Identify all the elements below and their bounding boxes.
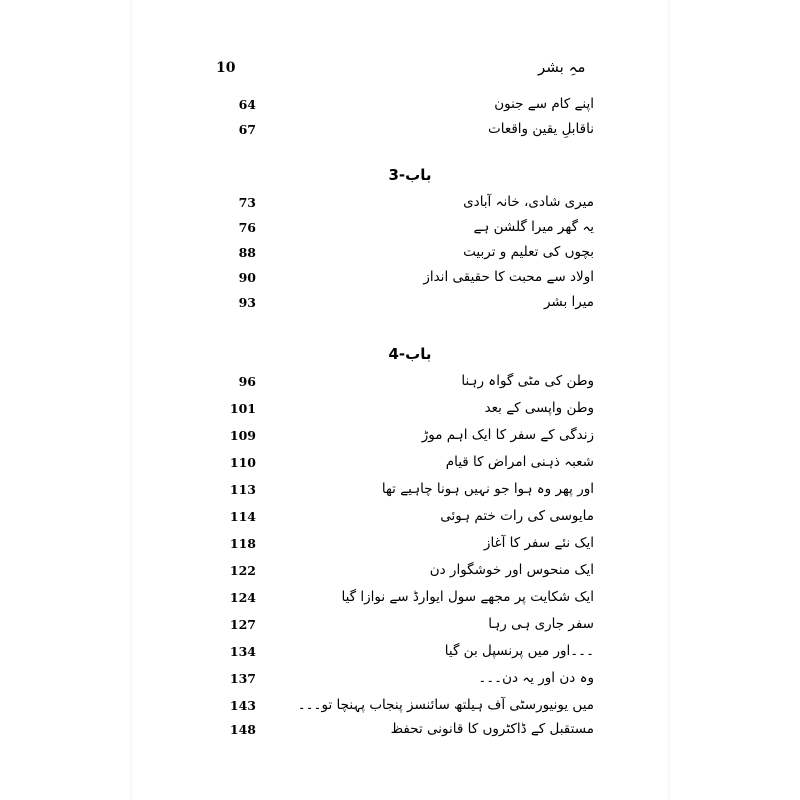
toc-entry-title: میری شادی، خانہ آبادی — [463, 194, 594, 210]
toc-entry — [210, 424, 594, 446]
toc-entry-page: 76 — [238, 219, 256, 235]
toc-entry-page: 114 — [229, 508, 256, 524]
toc-entry-title: ایک نئے سفر کا آغاز — [483, 535, 594, 551]
toc-entry — [210, 266, 594, 288]
toc-entry-title: ایک شکایت پر مجھے سول ایوارڈ سے نوازا گیا — [341, 589, 594, 605]
toc-entry-page: 134 — [229, 643, 256, 659]
toc-entry — [210, 532, 594, 554]
toc-entry-title: مایوسی کی رات ختم ہوئی — [440, 508, 594, 524]
toc-entry — [210, 216, 594, 238]
toc-entry — [210, 640, 594, 662]
toc-entry-page: 118 — [229, 535, 256, 551]
toc-entry-title: زندگی کے سفر کا ایک اہم موڑ — [421, 427, 594, 443]
toc-entry-page: 90 — [238, 269, 256, 285]
toc-entry-page: 122 — [229, 562, 256, 578]
toc-entry — [210, 93, 594, 115]
toc-entry — [210, 694, 594, 716]
toc-entry-page: 73 — [238, 194, 256, 210]
toc-entry-page: 124 — [229, 589, 256, 605]
toc-entry-page: 101 — [229, 400, 256, 416]
toc-entry — [210, 667, 594, 689]
toc-entry-page: 64 — [238, 96, 256, 112]
toc-entry-title: سفر جاری ہی رہا — [488, 616, 594, 632]
toc-entry-title: اپنے کام سے جنون — [494, 96, 594, 112]
toc-entry-page: 88 — [238, 244, 256, 260]
chapter-4-heading: باب-4 — [388, 345, 432, 363]
toc-entry-page: 67 — [238, 121, 256, 137]
toc-entry — [210, 397, 594, 419]
toc-entry-title: وطن واپسی کے بعد — [484, 400, 594, 416]
toc-entry — [210, 718, 594, 740]
toc-entry — [210, 241, 594, 263]
toc-entry-title: شعبہ ذہنی امراض کا قیام — [445, 454, 594, 470]
page-number: 10 — [216, 60, 236, 76]
toc-entry-title: یہ گھر میرا گلشن ہے — [473, 219, 594, 235]
toc-entry — [210, 191, 594, 213]
toc-entry — [210, 451, 594, 473]
toc-entry-page: 148 — [229, 721, 256, 737]
toc-entry-title: مستقبل کے ڈاکٹروں کا قانونی تحفظ — [390, 721, 594, 737]
toc-entry — [210, 559, 594, 581]
toc-entry-page: 137 — [229, 670, 256, 686]
toc-entry-page: 127 — [229, 616, 256, 632]
toc-entry-page: 113 — [229, 481, 256, 497]
toc-entry — [210, 586, 594, 608]
toc-entry-page: 96 — [238, 373, 256, 389]
toc-entry-title: ۔۔۔اور میں پرنسپل بن گیا — [444, 643, 594, 659]
toc-entry-title: ایک منحوس اور خوشگوار دن — [429, 562, 594, 578]
toc-entry-page: 143 — [229, 697, 256, 713]
toc-entry-title: وطن کی مٹی گواہ رہنا — [461, 373, 594, 389]
toc-entry-title: میں یونیورسٹی آف ہیلتھ سائنسز پنجاب پہنچا تو۔۔۔ — [297, 697, 594, 713]
toc-entry — [210, 613, 594, 635]
toc-entry-page: 93 — [238, 294, 256, 310]
toc-entry — [210, 478, 594, 500]
running-header-title: مہِ بشر — [538, 58, 586, 76]
toc-entry-title: ناقابلِ یقین واقعات — [488, 121, 594, 137]
toc-entry — [210, 370, 594, 392]
toc-entry-title: میرا بشر — [543, 294, 594, 310]
toc-entry — [210, 118, 594, 140]
chapter-3-heading: باب-3 — [388, 166, 432, 184]
toc-entry-title: وہ دن اور یہ دن۔۔۔ — [478, 670, 594, 686]
toc-entry-page: 110 — [229, 454, 256, 470]
toc-entry — [210, 505, 594, 527]
toc-entry-page: 109 — [229, 427, 256, 443]
toc-entry-title: بچوں کی تعلیم و تربیت — [463, 244, 594, 260]
toc-entry-title: اولاد سے محبت کا حقیقی انداز — [423, 269, 594, 285]
toc-entry-title: اور پھر وہ ہوا جو نہیں ہونا چاہیے تھا — [381, 481, 594, 497]
toc-entry — [210, 291, 594, 313]
